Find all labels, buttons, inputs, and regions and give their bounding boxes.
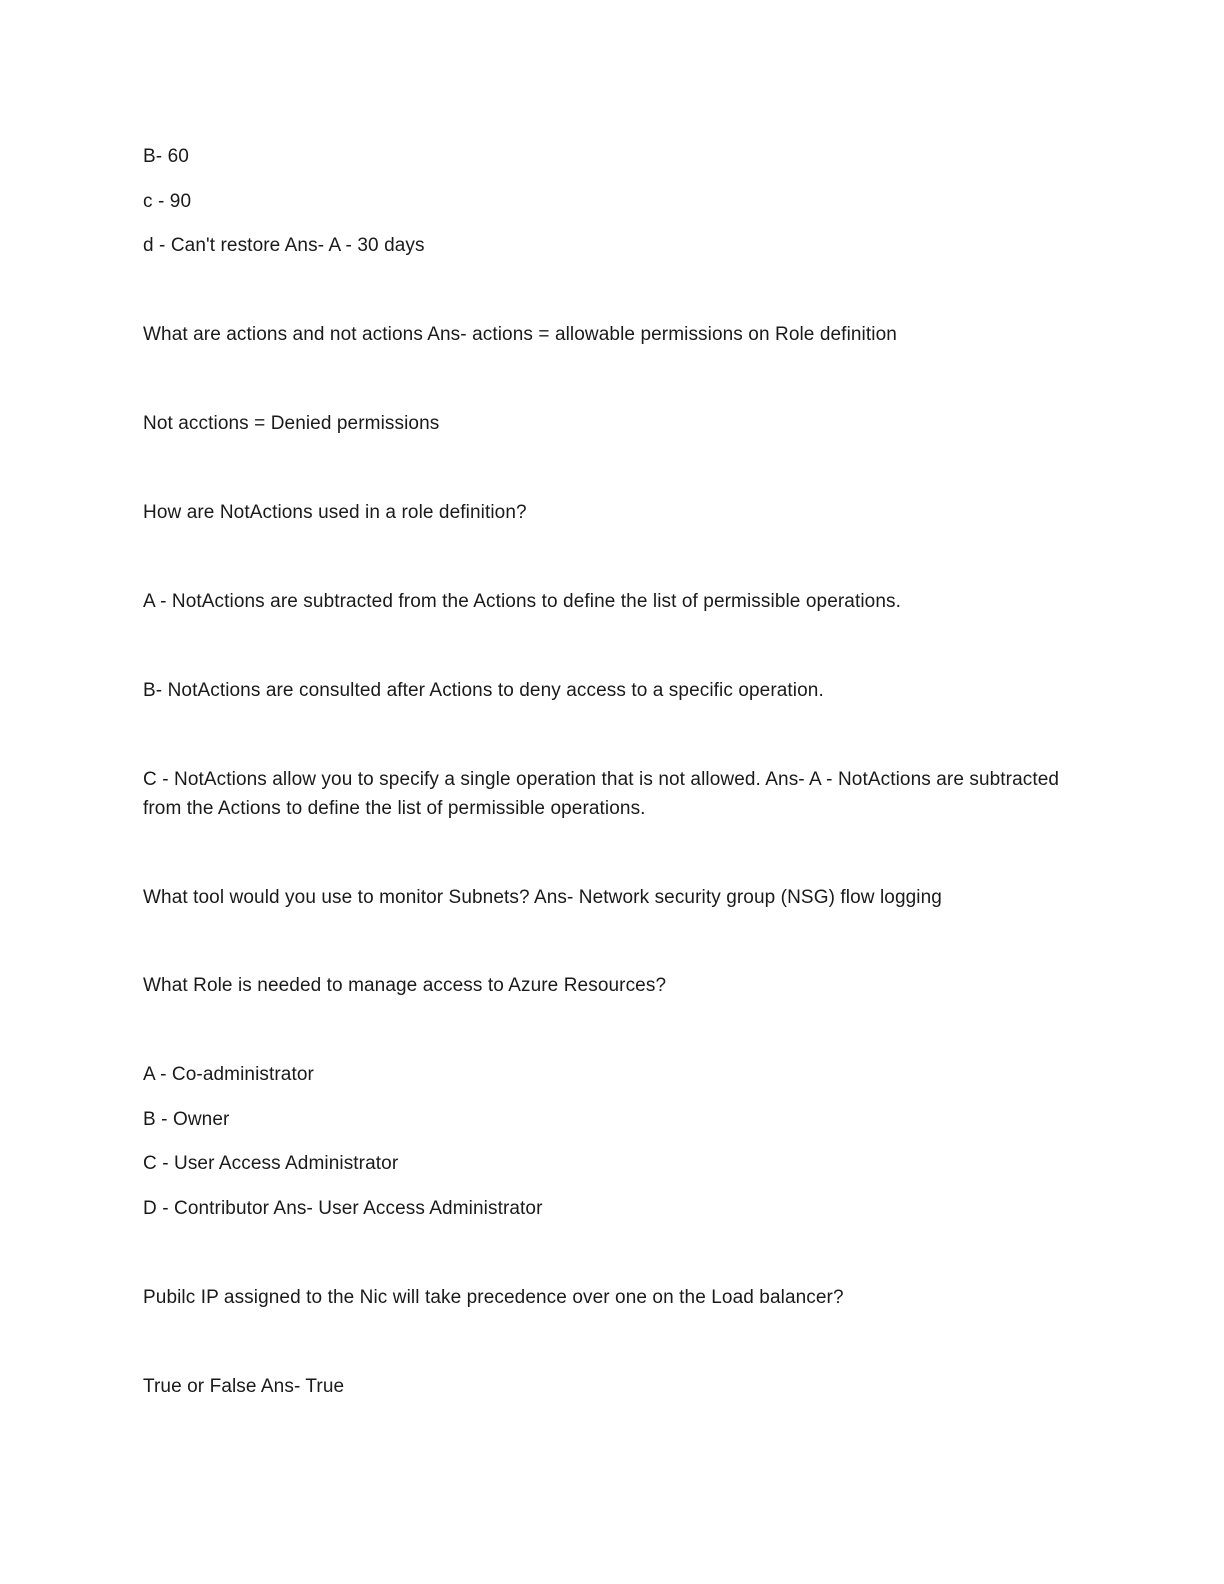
option-b: B- 60 [143,146,189,167]
question-role: What Role is needed to manage access to Azure Resources? [143,975,667,996]
question-actions: What are actions and not actions Ans- actions = allowable permissions on Role definition [143,324,897,345]
question-subnets: What tool would you use to monitor Subnets? Ans- Network security group (NSG) flow logging [143,887,942,908]
option-d-answer: D - Contributor Ans- User Access Administrator [143,1198,543,1219]
option-c: c - 90 [143,191,192,212]
option-b: B - Owner [143,1109,230,1130]
answer-continuation: from the Actions to define the list of permissible operations. [143,798,646,819]
question-public-ip: Pubilc IP assigned to the Nic will take precedence over one on the Load balancer? [143,1287,844,1308]
answer-not-actions: Not acctions = Denied permissions [143,413,440,434]
answer-true-false: True or False Ans- True [143,1376,345,1397]
option-a: A - Co-administrator [143,1064,314,1085]
option-d-answer: d - Can't restore Ans- A - 30 days [143,235,425,256]
option-b: B- NotActions are consulted after Actions to deny access to a specific operation. [143,680,824,701]
question-notactions: How are NotActions used in a role definition? [143,502,527,523]
option-c-answer: C - NotActions allow you to specify a single operation that is not allowed. Ans- A - NotActions are subtracted [143,769,1060,790]
option-c: C - User Access Administrator [143,1153,399,1174]
option-a: A - NotActions are subtracted from the Actions to define the list of permissible operations. [143,591,901,612]
